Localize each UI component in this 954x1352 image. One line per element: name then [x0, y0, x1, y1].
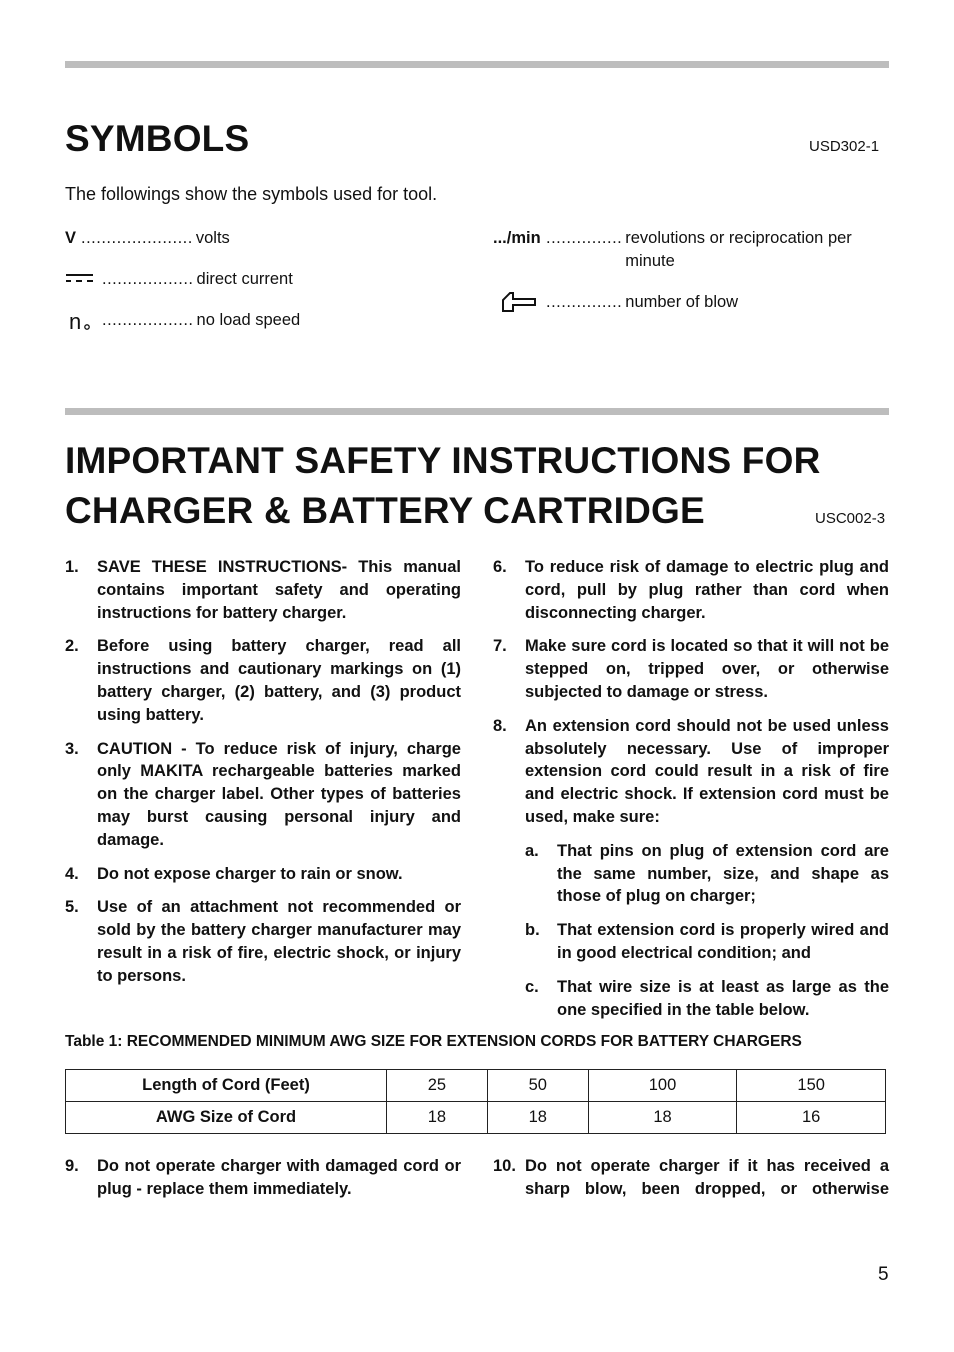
- item-number: 2.: [65, 637, 79, 656]
- item-number: 7.: [493, 637, 507, 656]
- safety-heading-line2: CHARGER & BATTERY CARTRIDGE: [65, 490, 705, 531]
- list-item: [65, 738, 461, 852]
- sub-item-letter: b.: [525, 921, 540, 940]
- item-text: Make sure cord is located so that it will not be stepped on, tripped over, or otherwise subjected to damage or stress.: [525, 637, 889, 701]
- item-number: 1.: [65, 558, 79, 576]
- table-cell: 18: [487, 1102, 588, 1134]
- sub-item-letter: a.: [525, 841, 539, 860]
- item-number: 6.: [493, 558, 507, 576]
- safety-list-bottom-left: [65, 1155, 461, 1212]
- symbol-desc: volts: [195, 229, 230, 247]
- sub-list-item: [493, 840, 889, 908]
- item-number: 9.: [65, 1157, 79, 1175]
- list-item: [65, 635, 461, 726]
- symbol-desc: revolutions or reciprocation per minute: [625, 229, 852, 270]
- top-divider: [65, 61, 889, 68]
- symbol-dots: ...............: [546, 229, 623, 247]
- symbol-dots: ...............: [546, 293, 623, 311]
- table-row-header: Length of Cord (Feet): [66, 1070, 387, 1102]
- item-text: Do not operate charger with damaged cord or plug - replace them immediately.: [97, 1157, 461, 1198]
- list-item: [65, 863, 461, 886]
- item-number: 10.: [493, 1157, 516, 1175]
- symbols-code: USD302-1: [809, 138, 880, 155]
- symbol-desc: no load speed: [196, 311, 301, 329]
- number-of-blow-icon: [493, 291, 546, 314]
- item-number: 5.: [65, 898, 79, 917]
- item-number: 4.: [65, 864, 79, 883]
- table-cell: 18: [588, 1102, 737, 1134]
- table-row-header: AWG Size of Cord: [66, 1102, 387, 1134]
- awg-table: [65, 1069, 886, 1134]
- sub-list-item: [493, 976, 889, 1022]
- sub-list-item: [493, 919, 889, 965]
- table-cell: 50: [487, 1070, 588, 1102]
- list-item: [65, 896, 461, 987]
- symbol-dots: ..................: [102, 311, 194, 329]
- symbol-key: V: [65, 229, 77, 247]
- symbols-heading: SYMBOLS: [65, 118, 250, 159]
- table-cell: 16: [737, 1102, 886, 1134]
- table-cell: 150: [737, 1070, 886, 1102]
- item-text: Before using battery charger, read all instructions and cautionary markings on (1) battery charger, (2) battery, and (3) product using battery.: [97, 637, 461, 724]
- table-cell: 100: [588, 1070, 737, 1102]
- page-number: 5: [878, 1264, 889, 1285]
- symbols-intro: The followings show the symbols used for tool.: [65, 184, 438, 204]
- symbol-key: .../min: [493, 229, 541, 247]
- item-text: SAVE THESE INSTRUCTIONS- This manual contains important safety and operating instructions for battery charger.: [97, 558, 461, 622]
- safety-code: USC002-3: [815, 510, 886, 527]
- svg-text:n: n: [69, 310, 82, 334]
- item-text: Do not expose charger to rain or snow.: [97, 864, 403, 883]
- table-row: [66, 1102, 886, 1134]
- sub-item-text: That extension cord is properly wired and in good electrical condition; and: [557, 921, 889, 962]
- list-item: [65, 1155, 461, 1201]
- list-item: [493, 556, 889, 624]
- item-text: To reduce risk of damage to electric plug and cord, pull by plug rather than cord when disconnecting charger.: [525, 558, 889, 622]
- item-text: CAUTION - To reduce risk of injury, charge only MAKITA rechargeable batteries marked on the charger label. Other types of batteries may burst causing personal injury and damage.: [97, 739, 461, 849]
- list-item: [493, 1155, 889, 1201]
- symbol-dots: ..................: [102, 270, 194, 288]
- item-text: Do not operate charger if it has received a sharp blow, been dropped, or otherwise: [525, 1157, 889, 1198]
- table-cell: 18: [387, 1102, 488, 1134]
- item-number: 3.: [65, 739, 79, 758]
- list-item: [493, 715, 889, 829]
- symbol-desc: direct current: [196, 270, 293, 288]
- symbol-dots: ......................: [81, 229, 193, 247]
- symbol-row-direct-current: [65, 268, 293, 291]
- no-load-speed-icon: [65, 309, 102, 332]
- sub-item-text: That wire size is at least as large as the one specified in the table below.: [557, 977, 889, 1019]
- section-divider: [65, 408, 889, 415]
- symbol-row-volts: [65, 227, 230, 250]
- safety-list-left: [65, 556, 461, 999]
- list-item: [65, 556, 461, 624]
- safety-list-right: [493, 556, 889, 1032]
- item-text: An extension cord should not be used unless absolutely necessary. Use of improper extension cord could result in a risk of fire and electric shock. If extension cord must be used, make sure:: [525, 716, 889, 826]
- symbol-desc: number of blow: [625, 293, 739, 311]
- direct-current-icon: [65, 268, 102, 291]
- symbol-row-no-load-speed: [65, 309, 300, 332]
- item-text: Use of an attachment not recommended or sold by the battery charger manufacturer may result in a risk of fire, electric shock, or injury to persons.: [97, 898, 461, 985]
- sub-item-text: That pins on plug of extension cord are the same number, size, and shape as those of plug on charger;: [557, 841, 889, 906]
- table-row: [66, 1070, 886, 1102]
- sub-item-letter: c.: [525, 977, 539, 996]
- item-number: 8.: [493, 716, 507, 735]
- table-caption: Table 1: RECOMMENDED MINIMUM AWG SIZE FOR EXTENSION CORDS FOR BATTERY CHARGERS: [65, 1033, 802, 1050]
- safety-list-bottom-right: [493, 1155, 889, 1212]
- symbol-row-number-of-blow: [493, 291, 738, 314]
- symbol-row-per-min: [493, 227, 885, 273]
- safety-heading-line1: IMPORTANT SAFETY INSTRUCTIONS FOR: [65, 440, 821, 481]
- table-cell: 25: [387, 1070, 488, 1102]
- list-item: [493, 635, 889, 703]
